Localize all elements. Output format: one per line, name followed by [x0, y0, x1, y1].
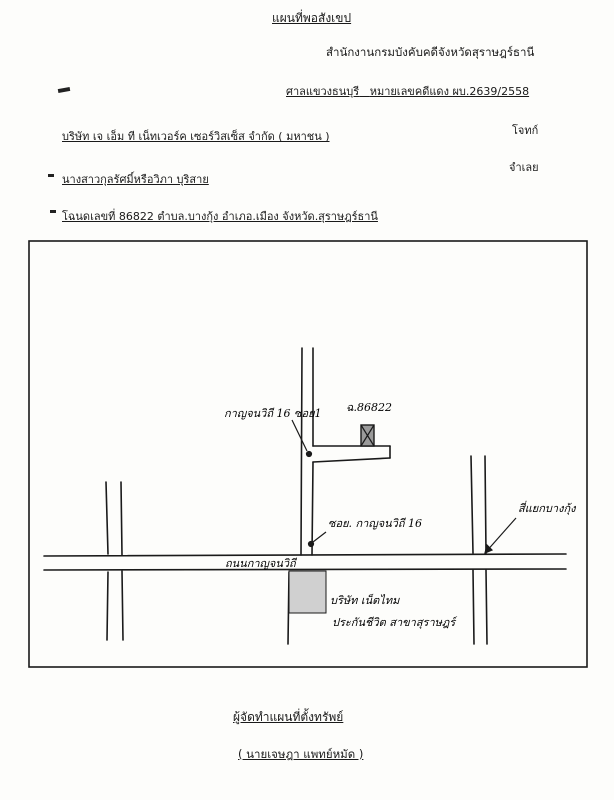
page-title: แผนที่พอสังเขป [272, 11, 352, 25]
sketch-map [28, 240, 588, 668]
plaintiff-role: โจทก์ [512, 124, 539, 137]
left-road-edge [121, 482, 122, 555]
parcel-label: ฉ.86822 [346, 401, 392, 414]
defendant-role: จำเลย [509, 161, 539, 174]
left-road-edge [106, 482, 108, 554]
right-road-edge [485, 456, 486, 553]
main-road-label: ถนนกาญจนวิถี [225, 557, 296, 570]
pointer-arrows [292, 420, 516, 553]
left-road-edge [122, 571, 123, 640]
right-road-edge [486, 570, 487, 644]
soi-upper-label: กาญจนวิถี 16 ซอย1 [224, 407, 322, 420]
landmark-label-line1: บริษัท เน็ตไทม [330, 594, 400, 607]
court-line [286, 82, 529, 100]
soi-lower-label: ซอย. กาญจนวิถี 16 [328, 517, 423, 530]
soi-branch-edge [313, 458, 390, 462]
court-name: ศาลแขวงธนบุรี [286, 85, 360, 98]
case-number: ผบ.2639/2558 [452, 85, 530, 98]
soi-edge [301, 348, 302, 555]
left-road-edge [107, 572, 108, 640]
map-maker-title: ผู้จัดทำแผนที่ตั้งทรัพย์ [233, 710, 344, 724]
case-label: หมายเลขคดีแดง [369, 85, 449, 98]
main-road-bottom-edge [44, 569, 566, 570]
intersection-label: สี่แยกบางกุ้ง [518, 502, 576, 515]
defendant-name: นางสาวกุลรัศมิ์หรือวิภา บุริสาย [62, 173, 209, 186]
office-name: สำนักงานกรมบังคับคดีจังหวัดสุราษฎร์ธานี [326, 45, 535, 59]
plaintiff-name: บริษัท เจ เอ็ม ที เน็ทเวอร์ค เซอร์วิสเซ็ส จำกัด ( มหาชน ) [62, 130, 330, 143]
landmark-label-line2: ประกันชีวิต สาขาสุราษฎร์ [332, 616, 456, 629]
deed-line: โฉนดเลขที่ 86822 ตำบล.บางกุ้ง อำเภอ.เมือง จังหวัด.สุราษฎร์ธานี [62, 210, 378, 223]
scan-smudge [50, 210, 56, 213]
soi-edge [312, 462, 313, 555]
right-road-edge [471, 456, 473, 553]
parcel-marker [361, 425, 374, 446]
right-road-edge [473, 570, 474, 644]
scan-smudge [48, 174, 54, 177]
map-maker-name: ( นายเจษฎา แพทย์หมัด ) [238, 747, 364, 761]
landmark-building [289, 571, 326, 613]
scan-smudge [58, 87, 71, 93]
